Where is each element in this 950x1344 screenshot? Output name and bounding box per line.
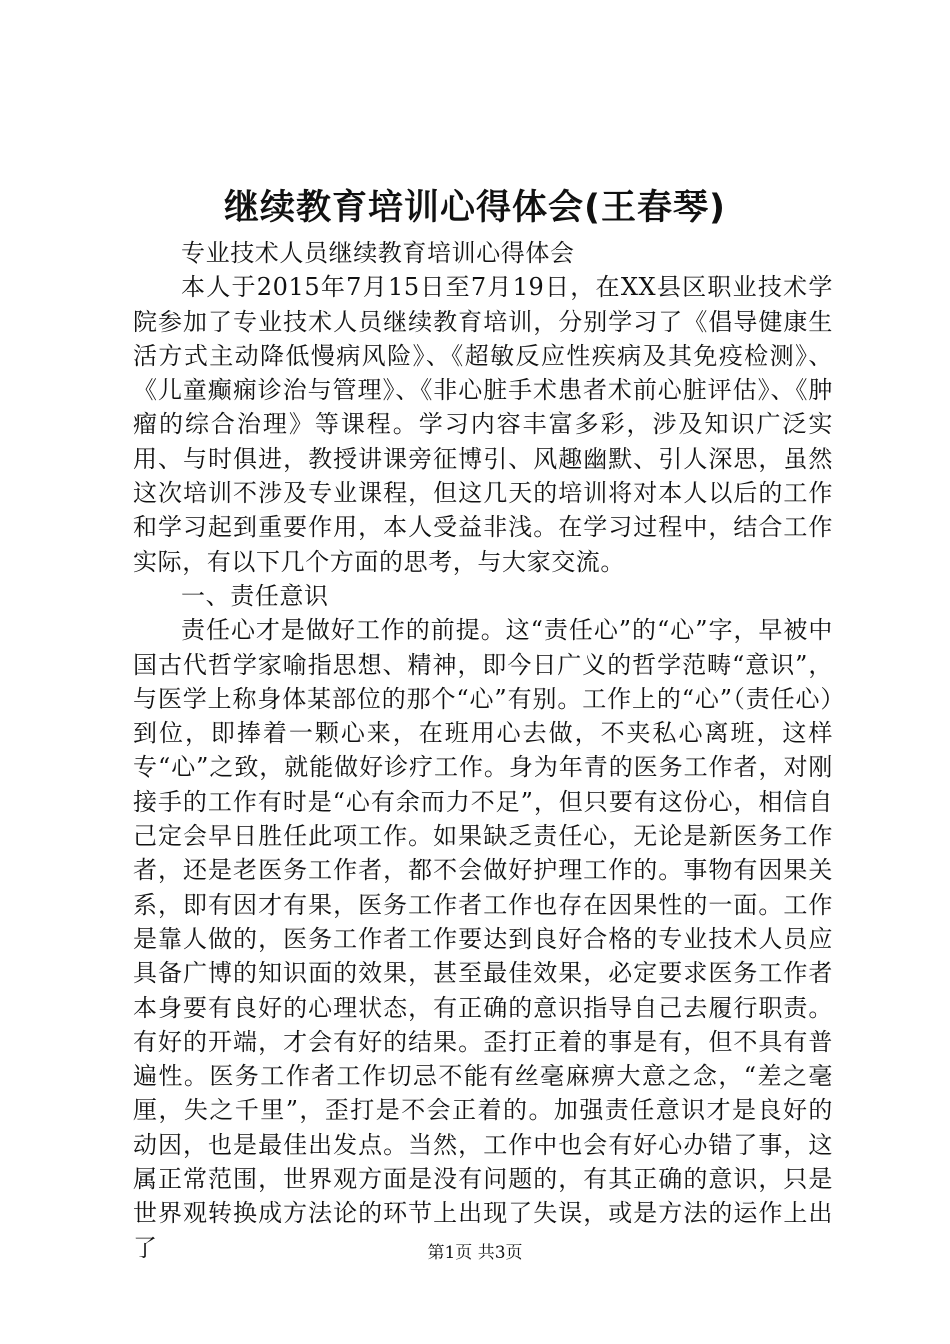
document-body (133, 236, 833, 1265)
paragraph-responsibility: 责任心才是做好工作的前提。这“责任心”的“心”字，早被中国古代哲学家喻指思想、精神，即今日广义的哲学范畴“意识”，与医学上称身体某部位的那个“心”有别。工作上的“心”（责任心）到位，即捧着一颗心来，在班用心去做，不夹私心离班，这样专“心”之致，就能做好诊疗工作。身为年青的医务工作者，对刚接手的工作有时是“心有余而力不足”，但只要有这份心，相信自己定会早日胜任此项工作。如果缺乏责任心，无论是新医务工作者，还是老医务工作者，都不会做好护理工作的。事物有因果关系，即有因才有果，医务工作者工作也存在因果性的一面。工作是靠人做的，医务工作者工作要达到良好合格的专业技术人员应具备广博的知识面的效果，甚至最佳效果，必定要求医务工作者本身要有良好的心理状态，有正确的意识指导自己去履行职责。有好的开端，才会有好的结果。歪打正着的事是有，但不具有普遍性。医务工作者工作切忌不能有丝毫麻痹大意之念，“差之毫厘，失之千里”，歪打是不会正着的。加强责任意识才是良好的动因，也是最佳出发点。当然，工作中也会有好心办错了事，这属正常范围，世界观方面是没有问题的，有其正确的意识，只是世界观转换成方法论的环节上出现了失误，或是方法的运作上出了 (133, 616, 833, 1262)
page-footer: 第1页 共3页 (427, 1243, 523, 1263)
paragraph-intro: 本人于2015年7月15日至7月19日，在XX县区职业技术学院参加了专业技术人员继续教育培训，分别学习了《倡导健康生活方式主动降低慢病风险》、《超敏反应性疾病及其免疫检测》、《儿童癫痫诊治与管理》、《非心脏手术患者术前心脏评估》、《肿瘤的综合治理》等课程。学习内容丰富多彩，涉及知识广泛实用、与时俱进，教授讲课旁征博引、风趣幽默、引人深思，虽然这次培训不涉及专业课程，但这几天的培训将对本人以后的工作和学习起到重要作用，本人受益非浅。在学习过程中，结合工作实际，有以下几个方面的思考，与大家交流。 (133, 273, 833, 576)
document-title: 继续教育培训心得体会(王春琴) (224, 188, 726, 228)
section-heading-responsibility: 一、责任意识 (181, 581, 329, 610)
paragraph-subtitle: 专业技术人员继续教育培训心得体会 (181, 239, 575, 267)
